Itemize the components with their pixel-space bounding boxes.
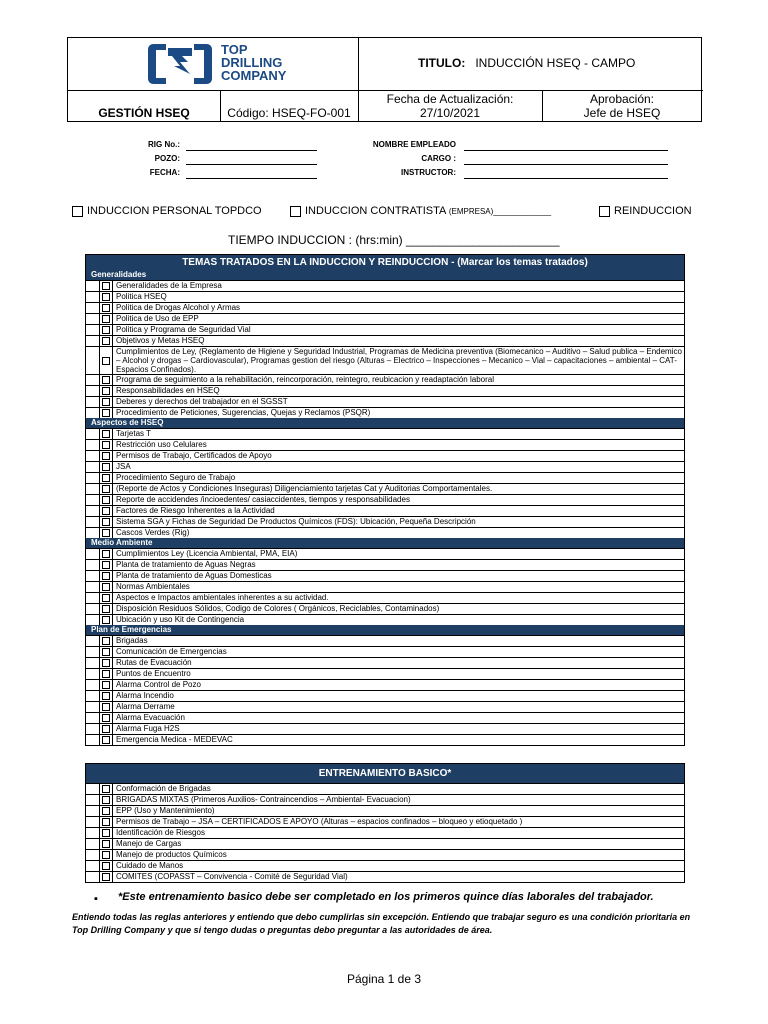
- checkbox-box[interactable]: [102, 326, 110, 334]
- checkbox-box[interactable]: [102, 851, 110, 859]
- topic-label: COMITES (COPASST – Convivencia - Comité de Seguridad Vial): [116, 872, 348, 881]
- nombre-empleado-field[interactable]: [464, 150, 668, 151]
- checkbox-box[interactable]: [102, 463, 110, 471]
- topic-checkbox[interactable]: [100, 473, 113, 483]
- checkbox-box[interactable]: [102, 703, 110, 711]
- topic-checkbox[interactable]: [100, 528, 113, 538]
- induccion-personal-checkbox[interactable]: [72, 206, 83, 217]
- row-spacer: [86, 397, 100, 407]
- topic-checkbox[interactable]: [100, 336, 113, 346]
- topic-label: Manejo de Cargas: [116, 839, 182, 848]
- company-logo-icon: [144, 38, 218, 90]
- checkbox-box[interactable]: [102, 692, 110, 700]
- topic-label: Planta de tratamiento de Aguas Domesticas: [116, 571, 272, 580]
- topic-row: [86, 313, 684, 324]
- company-logo-text: TOP DRILLING COMPANY: [221, 42, 287, 83]
- topic-label: Aspectos e Impactos ambientales inherentes a su actividad.: [116, 593, 329, 602]
- checkbox-box[interactable]: [102, 430, 110, 438]
- topic-row: [86, 396, 684, 407]
- topic-label: Factores de Riesgo Inherentes a la Actividad: [116, 506, 275, 515]
- topic-row: [86, 701, 684, 712]
- topic-row: [86, 559, 684, 570]
- row-spacer: [86, 517, 100, 527]
- topic-label: Politica y Programa de Seguridad Vial: [116, 325, 251, 334]
- training-note: *Este entrenamiento basico debe ser completado en los primeros quince días laborales del trabajador.: [118, 891, 654, 903]
- topic-row: [86, 794, 684, 805]
- topic-checkbox[interactable]: [100, 604, 113, 614]
- row-spacer: [86, 506, 100, 516]
- instructor-field[interactable]: [464, 178, 668, 179]
- checkbox-box[interactable]: [102, 785, 110, 793]
- topic-row: [86, 428, 684, 439]
- row-spacer: [86, 604, 100, 614]
- induccion-personal-label: INDUCCION PERSONAL TOPDCO: [87, 205, 262, 217]
- topic-label: Ubicación y uso Kit de Contingencia: [116, 615, 245, 624]
- topic-row: [86, 668, 684, 679]
- topic-checkbox[interactable]: [100, 386, 113, 396]
- topic-row: [86, 407, 684, 418]
- topic-checkbox[interactable]: [100, 828, 113, 838]
- row-spacer: [86, 850, 100, 860]
- topic-row: [86, 805, 684, 816]
- row-spacer: [86, 658, 100, 668]
- topic-checkbox[interactable]: [100, 281, 113, 291]
- row-spacer: [86, 325, 100, 335]
- checkbox-box[interactable]: [102, 840, 110, 848]
- checkbox-box[interactable]: [102, 873, 110, 881]
- row-spacer: [86, 795, 100, 805]
- checkbox-box[interactable]: [102, 659, 110, 667]
- topic-checkbox[interactable]: [100, 571, 113, 581]
- topic-checkbox[interactable]: [100, 451, 113, 461]
- topic-row: [86, 505, 684, 516]
- topic-label: Programa de seguimiento a la rehabilitación, reincorporación, reintegro, reubicacion y readaptación laboral: [116, 375, 494, 384]
- topic-label: Alarma Evacuación: [116, 713, 185, 722]
- checkbox-box[interactable]: [102, 561, 110, 569]
- row-spacer: [86, 375, 100, 385]
- row-spacer: [86, 528, 100, 538]
- topic-label: Politica de Drogas Alcohol y Armas: [116, 303, 241, 312]
- checkbox-box[interactable]: [102, 796, 110, 804]
- topic-checkbox[interactable]: [100, 872, 113, 882]
- checkbox-box[interactable]: [102, 441, 110, 449]
- topic-label: Tarjetas T: [116, 429, 151, 438]
- topic-checkbox[interactable]: [100, 292, 113, 302]
- fecha-field[interactable]: [186, 178, 317, 179]
- topic-row: [86, 592, 684, 603]
- rig-label: RIG No.:: [148, 140, 180, 149]
- checkbox-box[interactable]: [102, 409, 110, 417]
- checkbox-box[interactable]: [102, 518, 110, 526]
- reinduccion-checkbox[interactable]: [599, 206, 610, 217]
- topic-row: [86, 335, 684, 346]
- row-spacer: [86, 647, 100, 657]
- checkbox-box[interactable]: [102, 398, 110, 406]
- topic-checkbox[interactable]: [100, 582, 113, 592]
- acknowledgement-paragraph: Entiendo todas las reglas anteriores y entiendo que debo cumplirlas sin excepción. Entiendo que trabajar seguro es una condición prioritaria en Top Drilling Company y que si tengo dudas o preguntas debo preguntar a las autoridades de área.: [72, 912, 691, 935]
- topic-label: Comunicación de Emergencias: [116, 647, 227, 656]
- topic-checkbox[interactable]: [100, 325, 113, 335]
- checkbox-box[interactable]: [102, 376, 110, 384]
- row-spacer: [86, 336, 100, 346]
- topic-label: Politica de Uso de EPP: [116, 314, 199, 323]
- checkbox-box[interactable]: [102, 304, 110, 312]
- topic-row: [86, 860, 684, 871]
- topic-checkbox[interactable]: [100, 593, 113, 603]
- topic-checkbox[interactable]: [100, 408, 113, 418]
- topic-checkbox[interactable]: [100, 713, 113, 723]
- topic-checkbox[interactable]: [100, 615, 113, 625]
- row-spacer: [86, 462, 100, 472]
- checkbox-box[interactable]: [102, 736, 110, 744]
- topic-label: Disposición Residuos Sólidos, Codigo de Colores ( Orgánicos, Reciclables, Contaminados): [116, 604, 440, 613]
- topic-row: [86, 483, 684, 494]
- row-spacer: [86, 593, 100, 603]
- topic-label: Reporte de accidendes /incioedentes/ casiaccidentes, tiempos y responsabilidades: [116, 495, 410, 504]
- topic-label: Sistema SGA y Fichas de Seguridad De Productos Químicos (FDS): Ubicación, Pequeña Descripción: [116, 517, 476, 526]
- topic-checkbox[interactable]: [100, 484, 113, 494]
- topic-checkbox[interactable]: [100, 680, 113, 690]
- topic-checkbox[interactable]: [100, 517, 113, 527]
- topic-row: [86, 472, 684, 483]
- row-spacer: [86, 451, 100, 461]
- checkbox-box[interactable]: [102, 357, 110, 365]
- topic-row: [86, 302, 684, 313]
- checkbox-box[interactable]: [102, 648, 110, 656]
- row-spacer: [86, 839, 100, 849]
- row-spacer: [86, 281, 100, 291]
- row-spacer: [86, 408, 100, 418]
- topic-row: [86, 614, 684, 625]
- row-spacer: [86, 440, 100, 450]
- topic-label: Procedimiento Seguro de Trabajo: [116, 473, 236, 482]
- row-spacer: [86, 828, 100, 838]
- topic-label: Rutas de Evacuación: [116, 658, 192, 667]
- gestion-label: GESTIÓN HSEQ: [98, 106, 190, 120]
- checkbox-box[interactable]: [102, 829, 110, 837]
- topic-checkbox[interactable]: [100, 549, 113, 559]
- topic-label: Emergencia Medica - MEDEVAC: [116, 735, 233, 744]
- checkbox-box[interactable]: [102, 862, 110, 870]
- checkbox-box[interactable]: [102, 594, 110, 602]
- topics-table-title: TEMAS TRATADOS EN LA INDUCCION Y REINDUCCION - (Marcar los temas tratados): [86, 255, 684, 270]
- topic-row: [86, 439, 684, 450]
- topic-row: [86, 461, 684, 472]
- topic-row: [86, 581, 684, 592]
- checkbox-box[interactable]: [102, 387, 110, 395]
- topic-checkbox[interactable]: [100, 347, 113, 374]
- topic-row: [86, 280, 684, 291]
- checkbox-box[interactable]: [102, 550, 110, 558]
- nombre-empleado-label: NOMBRE EMPLEADO: [372, 140, 456, 149]
- topic-row: [86, 635, 684, 646]
- topic-checkbox[interactable]: [100, 495, 113, 505]
- row-spacer: [86, 495, 100, 505]
- topic-label: Restricción uso Celulares: [116, 440, 207, 449]
- row-spacer: [86, 582, 100, 592]
- topic-label: Cascos Verdes (Rig): [116, 528, 190, 537]
- row-spacer: [86, 560, 100, 570]
- topics-table: [85, 254, 685, 746]
- row-spacer: [86, 691, 100, 701]
- topic-label: Alarma Control de Pozo: [116, 680, 201, 689]
- topic-row: [86, 646, 684, 657]
- topic-row: [86, 450, 684, 461]
- topic-label: Brigadas: [116, 636, 148, 645]
- topic-checkbox[interactable]: [100, 440, 113, 450]
- reinduccion-label: REINDUCCION: [614, 205, 692, 217]
- topic-row: [86, 838, 684, 849]
- fecha-actualizacion-value: 27/10/2021: [419, 106, 481, 120]
- topic-checkbox[interactable]: [100, 850, 113, 860]
- topic-label: EPP (Uso y Mantenimiento): [116, 806, 215, 815]
- codigo-label: Código: HSEQ-FO-001: [227, 106, 351, 120]
- row-spacer: [86, 680, 100, 690]
- row-spacer: [86, 669, 100, 679]
- topic-row: [86, 570, 684, 581]
- topic-row: [86, 291, 684, 302]
- topic-row: [86, 374, 684, 385]
- row-spacer: [86, 724, 100, 734]
- topic-row: [86, 603, 684, 614]
- topic-label: Politica HSEQ: [116, 292, 167, 301]
- row-spacer: [86, 615, 100, 625]
- topic-row: [86, 657, 684, 668]
- row-spacer: [86, 636, 100, 646]
- topic-checkbox[interactable]: [100, 817, 113, 827]
- topic-row: [86, 679, 684, 690]
- aprobacion-label: Aprobación:: [589, 92, 655, 106]
- topic-checkbox[interactable]: [100, 724, 113, 734]
- checkbox-box[interactable]: [102, 529, 110, 537]
- row-spacer: [86, 702, 100, 712]
- topic-label: Puntos de Encuentro: [116, 669, 191, 678]
- cargo-field[interactable]: [464, 164, 668, 165]
- checkbox-box[interactable]: [102, 282, 110, 290]
- row-spacer: [86, 861, 100, 871]
- checkbox-box[interactable]: [102, 496, 110, 504]
- fecha-actualizacion-label: Fecha de Actualización:: [386, 92, 514, 106]
- checkbox-box[interactable]: [102, 637, 110, 645]
- aprobacion-value: Jefe de HSEQ: [583, 106, 661, 120]
- checkbox-box[interactable]: [102, 818, 110, 826]
- topic-row: [86, 816, 684, 827]
- row-spacer: [86, 386, 100, 396]
- cargo-label: CARGO :: [421, 154, 456, 163]
- checkbox-box[interactable]: [102, 605, 110, 613]
- section-header: Aspectos de HSEQ: [86, 418, 684, 428]
- rig-field[interactable]: [186, 150, 317, 151]
- topic-label: Permisos de Trabajo, Certificados de Apoyo: [116, 451, 272, 460]
- row-spacer: [86, 549, 100, 559]
- topic-row: [86, 346, 684, 374]
- instructor-label: INSTRUCTOR:: [401, 168, 456, 177]
- topic-label: Deberes y derechos del trabajador en el SGSST: [116, 397, 288, 406]
- topic-label: Manejo de productos Químicos: [116, 850, 227, 859]
- row-spacer: [86, 429, 100, 439]
- topic-row: [86, 690, 684, 701]
- topic-checkbox[interactable]: [100, 560, 113, 570]
- topic-checkbox[interactable]: [100, 314, 113, 324]
- topic-label: Alarma Incendio: [116, 691, 174, 700]
- checkbox-box[interactable]: [102, 315, 110, 323]
- topic-label: Permisos de Trabajo – JSA – CERTIFICADOS E APOYO (Alturas – espacios confinados – bloqueo y etioquetado ): [116, 817, 523, 826]
- checkbox-box[interactable]: [102, 337, 110, 345]
- topic-label: Responsabilidades en HSEQ: [116, 386, 220, 395]
- checkbox-box[interactable]: [102, 572, 110, 580]
- topic-label: Alarma Fuga H2S: [116, 724, 180, 733]
- row-spacer: [86, 484, 100, 494]
- topic-label: Identificación de Riesgos: [116, 828, 205, 837]
- topic-checkbox[interactable]: [100, 702, 113, 712]
- section-header: Generalidades: [86, 270, 684, 280]
- topic-checkbox[interactable]: [100, 375, 113, 385]
- topic-checkbox[interactable]: [100, 506, 113, 516]
- topic-checkbox[interactable]: [100, 735, 113, 745]
- topic-label: Procedimiento de Peticiones, Sugerencias, Quejas y Reclamos (PSQR): [116, 408, 371, 417]
- row-spacer: [86, 817, 100, 827]
- checkbox-box[interactable]: [102, 474, 110, 482]
- topic-row: [86, 871, 684, 882]
- checkbox-box[interactable]: [102, 583, 110, 591]
- topic-checkbox[interactable]: [100, 647, 113, 657]
- row-spacer: [86, 303, 100, 313]
- topic-checkbox[interactable]: [100, 839, 113, 849]
- checkbox-box[interactable]: [102, 807, 110, 815]
- row-spacer: [86, 713, 100, 723]
- topic-label: Cuidado de Manos: [116, 861, 184, 870]
- topic-row: [86, 849, 684, 860]
- checkbox-box[interactable]: [102, 293, 110, 301]
- row-spacer: [86, 473, 100, 483]
- topic-row: [86, 712, 684, 723]
- topic-row: [86, 723, 684, 734]
- topic-label: Alarma Derrame: [116, 702, 175, 711]
- induccion-contratista-label: INDUCCION CONTRATISTA (EMPRESA)_____________: [305, 205, 552, 217]
- topic-label: Cumplimientos Ley (Licencia Ambiental, PMA, EIA): [116, 549, 298, 558]
- topic-checkbox[interactable]: [100, 691, 113, 701]
- checkbox-box[interactable]: [102, 670, 110, 678]
- topic-row: [86, 783, 684, 794]
- topic-label: BRIGADAS MIXTAS (Primeros Auxilios- Contraincendios – Ambiental- Evacuacion): [116, 795, 411, 804]
- pozo-label: POZO:: [154, 154, 180, 163]
- topic-label: Normas Ambientales: [116, 582, 190, 591]
- topic-checkbox[interactable]: [100, 303, 113, 313]
- topic-label: Conformación de Brigadas: [116, 784, 211, 793]
- induccion-contratista-checkbox[interactable]: [290, 206, 301, 217]
- topic-checkbox[interactable]: [100, 429, 113, 439]
- document-title: TITULO: INDUCCIÓN HSEQ - CAMPO: [418, 56, 636, 70]
- topic-row: [86, 827, 684, 838]
- checkbox-box[interactable]: [102, 452, 110, 460]
- row-spacer: [86, 314, 100, 324]
- document-header: [67, 37, 702, 122]
- topic-label: Generalidades de la Empresa: [116, 281, 222, 290]
- row-spacer: [86, 347, 100, 374]
- topic-row: [86, 494, 684, 505]
- checkbox-box[interactable]: [102, 681, 110, 689]
- training-table-title: ENTRENAMIENTO BASICO*: [86, 764, 684, 783]
- topic-checkbox[interactable]: [100, 806, 113, 816]
- topic-row: [86, 516, 684, 527]
- topic-checkbox[interactable]: [100, 784, 113, 794]
- topic-checkbox[interactable]: [100, 397, 113, 407]
- fecha-label: FECHA:: [149, 168, 180, 177]
- topic-row: [86, 527, 684, 538]
- section-header: Medio Ambiente: [86, 538, 684, 548]
- pozo-field[interactable]: [186, 164, 317, 165]
- topic-label: Planta de tratamiento de Aguas Negras: [116, 560, 256, 569]
- topic-checkbox[interactable]: [100, 669, 113, 679]
- tiempo-induccion-field[interactable]: TIEMPO INDUCCION : (hrs:min) _______________________: [228, 233, 560, 247]
- topic-label: Cumplimientos de Ley, (Reglamento de Higiene y Seguridad Industrial, Programas de Medicina preventiva (Biomecanico – Auditivo – Salud publica – Endemico – Alcohol y drogas – Cardiovascular), Programas gestion del riesgo (Alturas – Electrico – Inspecciones – Mecanico – Vial – capacitaciones – ambiental – CAT- Espacios Confinados).: [116, 347, 682, 374]
- row-spacer: [86, 735, 100, 745]
- topic-checkbox[interactable]: [100, 462, 113, 472]
- checkbox-box[interactable]: [102, 507, 110, 515]
- topic-row: [86, 548, 684, 559]
- topic-checkbox[interactable]: [100, 795, 113, 805]
- checkbox-box[interactable]: [102, 725, 110, 733]
- checkbox-box[interactable]: [102, 714, 110, 722]
- row-spacer: [86, 292, 100, 302]
- topic-row: [86, 385, 684, 396]
- row-spacer: [86, 571, 100, 581]
- topic-checkbox[interactable]: [100, 636, 113, 646]
- checkbox-box[interactable]: [102, 616, 110, 624]
- topic-label: JSA: [116, 462, 131, 471]
- topic-checkbox[interactable]: [100, 658, 113, 668]
- training-table: [85, 763, 685, 883]
- bullet-icon: ▪: [94, 893, 98, 905]
- topic-label: (Reporte de Actos y Condiciones Inseguras) Diligenciamiento tarjetas Cat y Auditorias Comportamentales.: [116, 484, 493, 493]
- topic-row: [86, 324, 684, 335]
- row-spacer: [86, 784, 100, 794]
- checkbox-box[interactable]: [102, 485, 110, 493]
- topic-label: Objetivos y Metas HSEQ: [116, 336, 205, 345]
- section-header: Plan de Emergencias: [86, 625, 684, 635]
- topic-checkbox[interactable]: [100, 861, 113, 871]
- row-spacer: [86, 872, 100, 882]
- topic-row: [86, 734, 684, 745]
- page-number: Página 1 de 3: [346, 972, 422, 986]
- row-spacer: [86, 806, 100, 816]
